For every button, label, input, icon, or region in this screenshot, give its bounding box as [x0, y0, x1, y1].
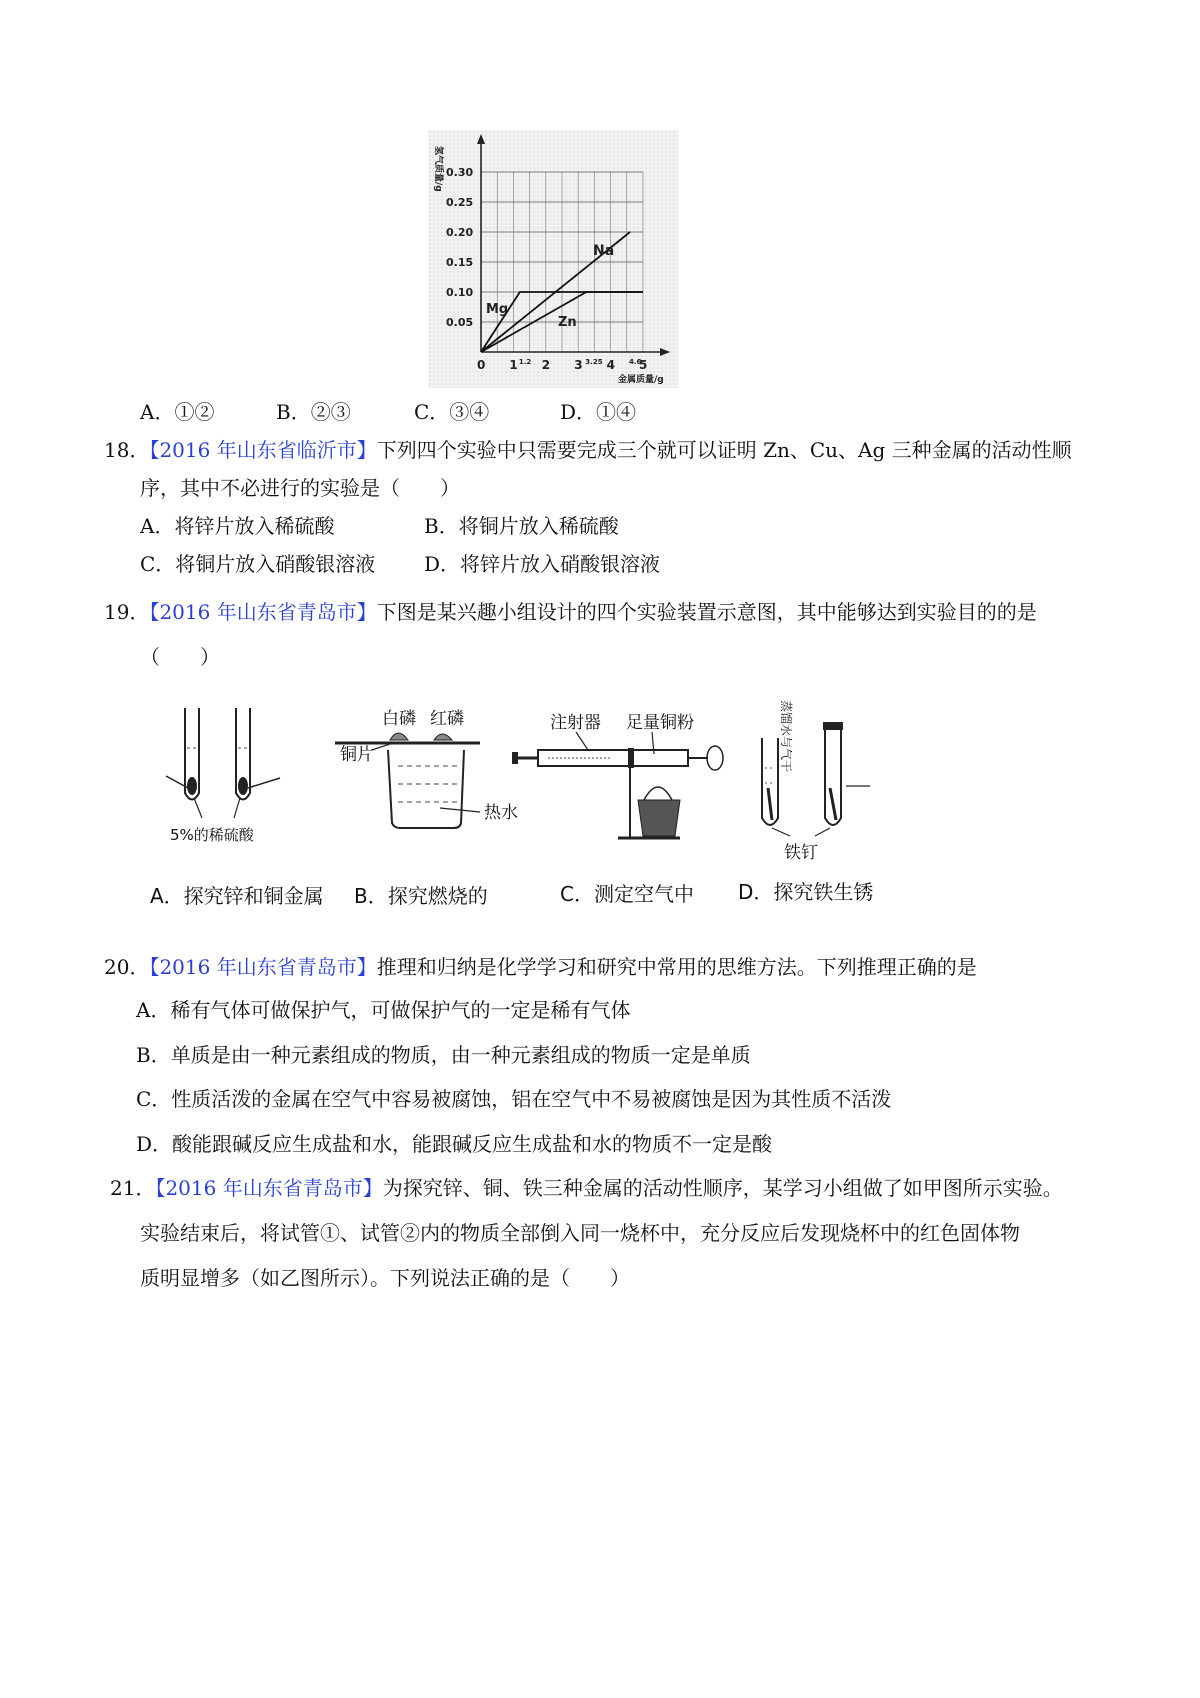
q18-option-c: C．将铜片放入硝酸银溶液: [140, 552, 376, 576]
q18-source-tag: 【2016 年山东省临沂市】: [149, 438, 377, 462]
q21-source-tag: 【2016 年山东省青岛市】: [155, 1176, 383, 1200]
q21-stem-line3: 质明显增多（如乙图所示）。下列说法正确的是（ ）: [140, 1266, 630, 1290]
setup-a-test-tubes: [166, 708, 280, 844]
q21-stem-line2: 实验结束后，将试管①、试管②内的物质全部倒入同一烧杯中，充分反应后发现烧杯中的红色固体物: [140, 1221, 1020, 1245]
chart-ticks: [446, 166, 647, 372]
y-axis-arrow: [477, 134, 485, 144]
label-vertical: 蒸馏水与气干: [779, 700, 793, 773]
y-tick-label: 0.10: [446, 286, 474, 299]
hydrogen-mass-chart: [428, 130, 678, 388]
q20-option-a: A．稀有气体可做保护气，可做保护气的一定是稀有气体: [136, 998, 631, 1022]
label-zn: Zn: [558, 315, 577, 330]
x-tick-label: 0: [477, 358, 486, 372]
label-nail: 铁钉: [784, 843, 818, 863]
x-tick-label: 4.6: [629, 358, 642, 366]
q19-caption-c: C．测定空气中: [560, 882, 694, 906]
q20-option-c: C．性质活泼的金属在空气中容易被腐蚀，铝在空气中不易被腐蚀是因为其性质不活泼: [136, 1087, 892, 1111]
q18-stem-text1: 下列四个实验中只需要完成三个就可以证明 Zn、Cu、Ag 三种金属的活动性顺: [376, 438, 1072, 462]
x-tick-label: 2: [541, 358, 551, 372]
x-tick-label: 1: [509, 358, 518, 372]
q21-stem-line1: [110, 1175, 1063, 1201]
q20-option-b: B．单质是由一种元素组成的物质，由一种元素组成的物质一定是单质: [136, 1043, 751, 1067]
q18-option-b: B．将铜片放入稀硫酸: [424, 514, 619, 538]
q18-stem-line1: [104, 437, 1072, 463]
x-tick-label: 1.2: [518, 358, 532, 366]
setup-b-beaker: [335, 709, 518, 828]
q19-number: 19．: [104, 600, 150, 624]
y-tick-label: 0.25: [446, 196, 474, 209]
q20-source-tag: 【2016 年山东省青岛市】: [149, 955, 377, 979]
x-tick-label: 3: [574, 358, 583, 372]
q17-option-b: B．②③: [276, 400, 351, 424]
label-acid: 5%的稀硫酸: [170, 826, 254, 844]
q17-option-d: D．①④: [560, 400, 637, 424]
y-tick-label: 0.15: [446, 256, 474, 269]
y-tick-label: 0.30: [446, 166, 474, 179]
q20-stem-text: 推理和归纳是化学学习和研究中常用的思维方法。下列推理正确的是: [376, 955, 977, 979]
q17-option-c: C．③④: [414, 400, 490, 424]
setup-d-iron-nail: [762, 700, 870, 863]
q17-option-a: A．①②: [140, 400, 215, 424]
y-tick-label: 0.20: [446, 226, 474, 239]
q18-option-a: A．将锌片放入稀硫酸: [140, 514, 335, 538]
q19-figure: [140, 688, 900, 868]
q18-stem-line2: 序，其中不必进行的实验是（ ）: [140, 476, 460, 500]
chart-svg: [428, 130, 678, 388]
q19-caption-a: A．探究锌和铜金属: [150, 884, 324, 908]
q19-caption-d: D．探究铁生锈: [738, 880, 874, 904]
q19-stem-line1: [104, 599, 1037, 625]
q20-number: 20．: [104, 955, 150, 979]
q19-caption-b: B．探究燃烧的: [354, 884, 488, 908]
q18-option-d: D．将锌片放入硝酸银溶液: [424, 552, 661, 576]
label-hot-water: 热水: [484, 803, 518, 823]
label-red-p: 红磷: [430, 709, 464, 729]
y-tick-label: 0.05: [446, 316, 474, 329]
x-tick-label: 4: [606, 358, 615, 372]
q20-option-d: D．酸能跟碱反应生成盐和水，能跟碱反应生成盐和水的物质不一定是酸: [136, 1132, 773, 1156]
chart-ylabel: 氢气质量/g: [433, 146, 443, 192]
setup-c-syringe: [512, 713, 723, 838]
x-tick-label: 3.25: [585, 358, 603, 366]
chart-xlabel: 金属质量/g: [618, 375, 664, 385]
q19-stem-line2: （ ）: [140, 645, 220, 669]
q20-stem: [104, 954, 977, 980]
label-white-p: 白磷: [382, 709, 416, 729]
label-copper-powder: 足量铜粉: [626, 713, 694, 733]
label-copper-sheet: 铜片: [340, 745, 374, 765]
q19-source-tag: 【2016 年山东省青岛市】: [149, 600, 377, 624]
x-axis-arrow: [660, 348, 670, 356]
q21-number: 21．: [110, 1176, 156, 1200]
q21-stem-text1: 为探究锌、铜、铁三种金属的活动性顺序，某学习小组做了如甲图所示实验。: [382, 1176, 1063, 1200]
q19-stem-text1: 下图是某兴趣小组设计的四个实验装置示意图，其中能够达到实验目的的是: [376, 600, 1037, 624]
label-na: Na: [593, 243, 615, 259]
label-mg: Mg: [486, 302, 509, 317]
label-syringe: 注射器: [550, 713, 601, 733]
x-tick-label: 5: [639, 358, 648, 372]
q18-number: 18．: [104, 438, 150, 462]
